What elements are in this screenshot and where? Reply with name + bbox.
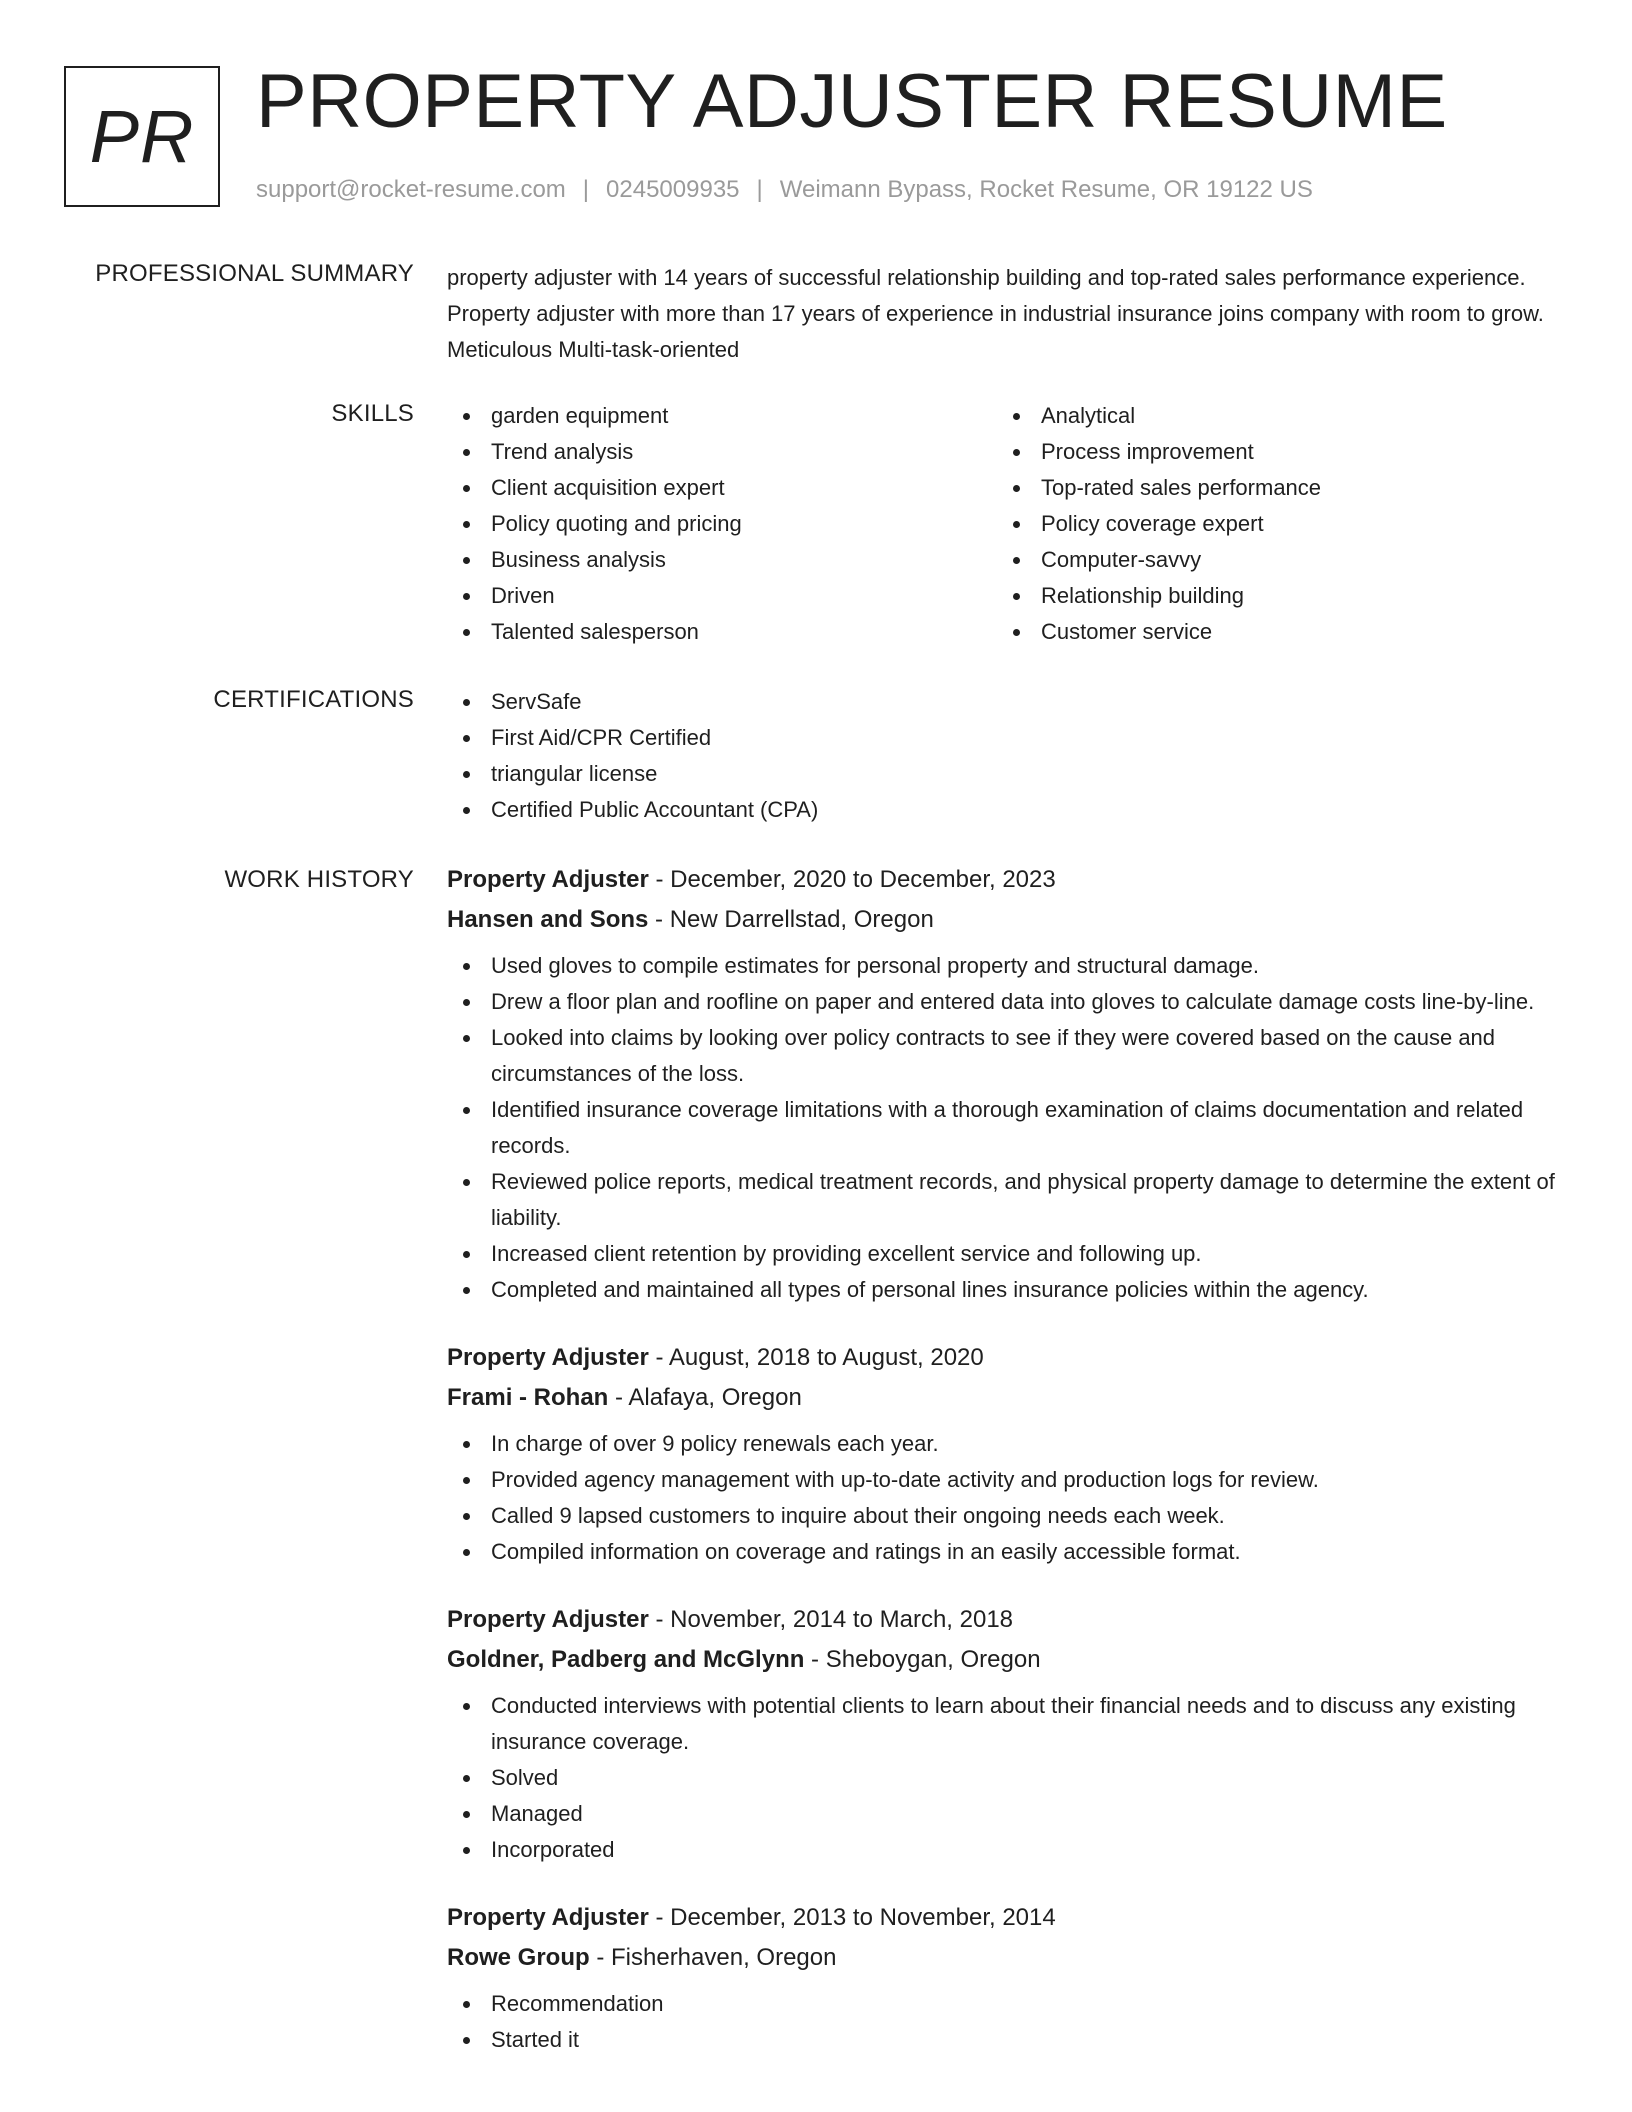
job-entry xyxy=(447,860,1557,1308)
contact-separator: | xyxy=(756,176,763,203)
skill-item: Top-rated sales performance xyxy=(997,470,1547,506)
job-duty-item: Recommendation xyxy=(447,1986,1557,2022)
job-duty-item: Looked into claims by looking over policy contracts to see if they were covered based on the cause and circumstances of the loss. xyxy=(447,1020,1557,1092)
job-duty-item: Reviewed police reports, medical treatment records, and physical property damage to determine the extent of liability. xyxy=(447,1164,1557,1236)
job-location: - Sheboygan, Oregon xyxy=(804,1646,1041,1673)
job-duty-item: Called 9 lapsed customers to inquire about their ongoing needs each week. xyxy=(447,1498,1557,1534)
skills-column-2 xyxy=(997,398,1547,650)
contact-separator: | xyxy=(582,176,590,203)
job-duty-item: Completed and maintained all types of personal lines insurance policies within the agency. xyxy=(447,1272,1557,1308)
skill-item: Relationship building xyxy=(997,578,1547,614)
certifications-list xyxy=(447,684,1557,828)
job-duty-item: Compiled information on coverage and ratings in an easily accessible format. xyxy=(447,1534,1557,1570)
skill-item: Business analysis xyxy=(447,542,997,578)
job-duty-item: Used gloves to compile estimates for personal property and structural damage. xyxy=(447,948,1557,984)
job-title: Property Adjuster xyxy=(447,1904,649,1931)
work-history-heading: WORK HISTORY xyxy=(224,866,414,893)
skill-item: Policy quoting and pricing xyxy=(447,506,997,542)
skills-heading: SKILLS xyxy=(331,400,414,427)
monogram-box xyxy=(64,66,220,207)
job-location: - Fisherhaven, Oregon xyxy=(589,1944,837,1971)
contact-line xyxy=(256,174,1313,206)
skill-item: garden equipment xyxy=(447,398,997,434)
job-company-line xyxy=(447,1378,1557,1418)
job-duty-item: In charge of over 9 policy renewals each year. xyxy=(447,1426,1557,1462)
job-title-line xyxy=(447,1338,1557,1378)
skills-body xyxy=(447,398,1557,650)
job-duties-list xyxy=(447,1426,1557,1570)
certifications-heading: CERTIFICATIONS xyxy=(213,686,414,713)
job-title: Property Adjuster xyxy=(447,866,649,893)
job-location: - New Darrellstad, Oregon xyxy=(648,906,934,933)
job-location: - Alafaya, Oregon xyxy=(608,1384,802,1411)
job-company-line xyxy=(447,900,1557,940)
certification-item: ServSafe xyxy=(447,684,1557,720)
job-duty-item: Conducted interviews with potential clients to learn about their financial needs and to discuss any existing insurance coverage. xyxy=(447,1688,1557,1760)
job-dates: - November, 2014 to March, 2018 xyxy=(648,1606,1014,1633)
job-company: Goldner, Padberg and McGlynn xyxy=(447,1646,805,1673)
job-company: Hansen and Sons xyxy=(447,906,649,933)
skill-item: Talented salesperson xyxy=(447,614,997,650)
job-duty-item: Drew a floor plan and roofline on paper and entered data into gloves to calculate damage costs line-by-line. xyxy=(447,984,1557,1020)
job-duty-item: Incorporated xyxy=(447,1832,1557,1868)
job-company: Rowe Group xyxy=(447,1944,590,1971)
job-entry xyxy=(447,1338,1557,1570)
certification-item: triangular license xyxy=(447,756,1557,792)
work-history-body xyxy=(447,860,1557,2088)
job-duties-list xyxy=(447,1688,1557,1868)
job-dates: - December, 2020 to December, 2023 xyxy=(648,866,1056,893)
certification-item: First Aid/CPR Certified xyxy=(447,720,1557,756)
summary-text: property adjuster with 14 years of successful relationship building and top-rated sales performance experience. Property adjuster with more than 17 years of experience in industrial insurance joins company with room to grow. Meticulous Multi-task-oriented xyxy=(447,265,1544,362)
job-dates: - December, 2013 to November, 2014 xyxy=(648,1904,1056,1931)
contact-address: Weimann Bypass, Rocket Resume, OR 19122 US xyxy=(779,176,1313,203)
job-company-line xyxy=(447,1640,1557,1680)
job-duties-list xyxy=(447,1986,1557,2058)
contact-phone: 0245009935 xyxy=(606,176,740,203)
skill-item: Trend analysis xyxy=(447,434,997,470)
job-title: Property Adjuster xyxy=(447,1606,649,1633)
contact-email: support@rocket-resume.com xyxy=(256,176,566,203)
certification-item: Certified Public Accountant (CPA) xyxy=(447,792,1557,828)
job-entry xyxy=(447,1898,1557,2058)
resume-title: PROPERTY ADJUSTER RESUME xyxy=(256,59,1448,144)
job-duty-item: Started it xyxy=(447,2022,1557,2058)
job-duties-list xyxy=(447,948,1557,1308)
job-title: Property Adjuster xyxy=(447,1344,649,1371)
job-duty-item: Increased client retention by providing excellent service and following up. xyxy=(447,1236,1557,1272)
job-duty-item: Provided agency management with up-to-date activity and production logs for review. xyxy=(447,1462,1557,1498)
job-duty-item: Solved xyxy=(447,1760,1557,1796)
job-title-line xyxy=(447,1600,1557,1640)
certifications-body xyxy=(447,684,1557,828)
summary-body xyxy=(447,260,1557,368)
skill-item: Policy coverage expert xyxy=(997,506,1547,542)
skill-item: Customer service xyxy=(997,614,1547,650)
skill-item: Computer-savvy xyxy=(997,542,1547,578)
job-entry xyxy=(447,1600,1557,1868)
job-duty-item: Managed xyxy=(447,1796,1557,1832)
job-company-line xyxy=(447,1938,1557,1978)
skill-item: Process improvement xyxy=(997,434,1547,470)
monogram-initials: PR xyxy=(89,95,195,178)
job-company: Frami - Rohan xyxy=(447,1384,609,1411)
skill-item: Client acquisition expert xyxy=(447,470,997,506)
job-dates: - August, 2018 to August, 2020 xyxy=(648,1344,984,1371)
job-title-line xyxy=(447,1898,1557,1938)
skills-column-1 xyxy=(447,398,997,650)
summary-heading: PROFESSIONAL SUMMARY xyxy=(95,260,414,287)
skill-item: Analytical xyxy=(997,398,1547,434)
skill-item: Driven xyxy=(447,578,997,614)
job-duty-item: Identified insurance coverage limitations with a thorough examination of claims documentation and related records. xyxy=(447,1092,1557,1164)
job-title-line xyxy=(447,860,1557,900)
